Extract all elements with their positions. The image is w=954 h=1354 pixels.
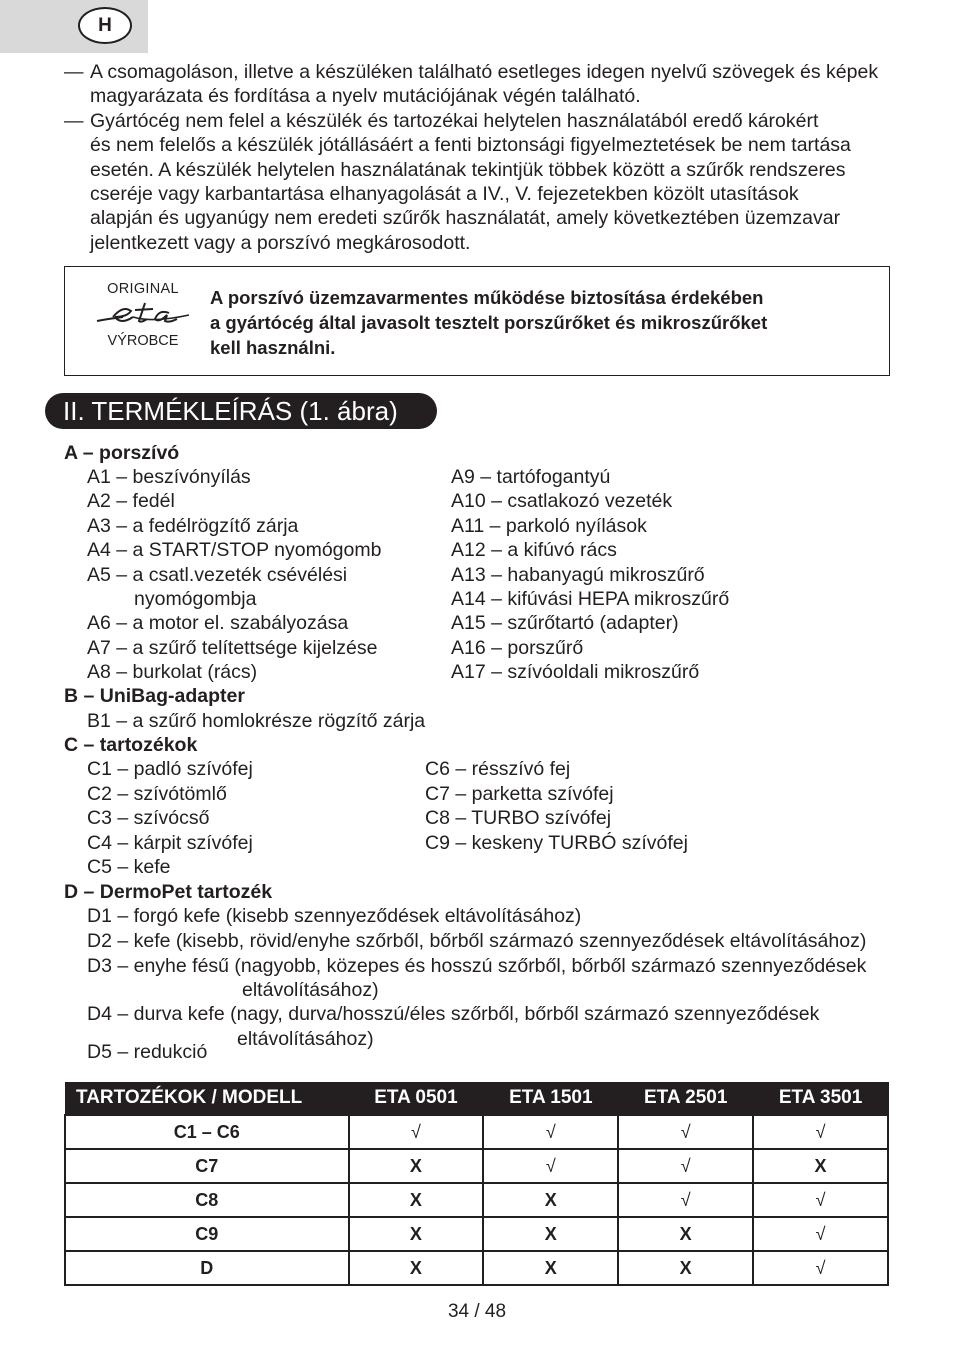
part-item: A4 – a START/STOP nyomógomb — [87, 539, 382, 561]
note-item — [64, 60, 914, 109]
page-number: 34 / 48 — [447, 1301, 507, 1322]
accessory-item: C4 – kárpit szívófej — [87, 832, 253, 854]
table-cell: X — [349, 1149, 484, 1183]
info-line: A porszívó üzemzavarmentes működése biztosítása érdekében — [210, 287, 764, 308]
accessory-item: C8 – TURBO szívófej — [425, 807, 612, 829]
table-cell: √ — [753, 1183, 888, 1217]
note-item — [64, 109, 914, 255]
accessory-item: C6 – résszívó fej — [425, 758, 571, 780]
table-row — [65, 1251, 888, 1285]
note-line: esetén. A készülék helytelen használatának tekintjük többek között a szűrők rendszeres — [90, 158, 846, 181]
dermopet-item: D1 – forgó kefe (kisebb szennyeződések eltávolításához) — [87, 905, 582, 927]
part-item-continuation: nyomógombja — [134, 588, 257, 610]
notes-list — [64, 60, 914, 255]
part-item: B1 – a szűrő homlokrésze rögzítő zárja — [87, 710, 426, 732]
table-cell: √ — [618, 1149, 753, 1183]
table-cell: X — [618, 1217, 753, 1251]
accessory-item: C9 – keskeny TURBÓ szívófej — [425, 832, 688, 854]
language-badge: H — [78, 7, 132, 44]
group-heading-b: B – UniBag-adapter — [64, 685, 245, 707]
part-item: A7 – a szűrő telítettsége kijelzése — [87, 637, 378, 659]
table-cell: √ — [753, 1251, 888, 1285]
part-item: A8 – burkolat (rács) — [87, 661, 258, 683]
info-line: kell használni. — [210, 337, 336, 358]
table-header: TARTOZÉKOK / MODELL — [65, 1082, 349, 1115]
table-cell: √ — [618, 1115, 753, 1149]
group-heading-d: D – DermoPet tartozék — [64, 881, 273, 903]
table-cell: √ — [483, 1115, 618, 1149]
accessory-item: C7 – parketta szívófej — [425, 783, 614, 805]
table-cell: √ — [349, 1115, 484, 1149]
table-header: ETA 2501 — [618, 1082, 753, 1115]
note-line: Gyártócég nem felel a készülék és tartozékai helytelen használatából eredő károkért — [90, 109, 819, 132]
part-item: A9 – tartófogantyú — [451, 466, 611, 488]
dermopet-item: D2 – kefe (kisebb, rövid/enyhe szőrből, bőrből származó szennyeződések eltávolításához) — [87, 930, 867, 952]
table-row — [65, 1217, 888, 1251]
part-item: A3 – a fedélrögzítő zárja — [87, 515, 299, 537]
table-cell: X — [483, 1251, 618, 1285]
note-line: A csomagoláson, illetve a készüléken található esetleges idegen nyelvű szövegek és képek — [90, 61, 879, 83]
accessory-item: C3 – szívócső — [87, 807, 210, 829]
note-line: cseréje vagy karbantartása elhanyagolását a IV., V. fejezetekben közölt utasítások — [90, 183, 799, 206]
section-header — [45, 393, 437, 429]
table-cell: X — [618, 1251, 753, 1285]
table-cell: D — [65, 1251, 349, 1285]
table-row — [65, 1183, 888, 1217]
language-tab — [0, 0, 148, 53]
group-heading-c: C – tartozékok — [64, 734, 198, 756]
table-row — [65, 1149, 888, 1183]
accessory-item: C1 – padló szívófej — [87, 758, 253, 780]
dermopet-item: D5 – redukció — [87, 1041, 208, 1063]
dermopet-item-continuation: eltávolításához) — [237, 1028, 374, 1050]
note-dash: — — [64, 109, 84, 132]
part-item: A11 – parkoló nyílások — [451, 515, 647, 537]
part-item: A12 – a kifúvó rács — [451, 539, 617, 561]
part-item: A2 – fedél — [87, 490, 175, 512]
table-cell: X — [349, 1183, 484, 1217]
part-item: A17 – szívóoldali mikroszűrő — [451, 661, 700, 683]
part-item: A1 – beszívónyílás — [87, 466, 251, 488]
section-title: II. TERMÉKLEÍRÁS (1. ábra) — [63, 396, 398, 426]
info-box-text — [210, 285, 850, 360]
note-line: jelentkezett vagy a porszívó megkárosodott. — [90, 231, 471, 254]
table-cell: C1 – C6 — [65, 1115, 349, 1149]
table-cell: X — [753, 1149, 888, 1183]
part-item: A13 – habanyagú mikroszűrő — [451, 564, 705, 586]
info-line: a gyártócég által javasolt tesztelt porszűrőket és mikroszűrőket — [210, 312, 768, 333]
accessory-model-table — [64, 1082, 889, 1286]
accessory-item: C5 – kefe — [87, 856, 171, 878]
filter-info-box — [64, 266, 890, 376]
table-row — [65, 1115, 888, 1149]
table-header: ETA 1501 — [483, 1082, 618, 1115]
note-dash: — — [64, 61, 84, 83]
part-item: A5 – a csatl.vezeték csévélési — [87, 564, 348, 586]
part-item: A14 – kifúvási HEPA mikroszűrő — [451, 588, 730, 610]
table-cell: X — [349, 1251, 484, 1285]
note-line: és nem felelős a készülék jótállásáért a fenti biztonsági figyelmeztetések be nem tartása — [90, 134, 851, 157]
group-heading-a: A – porszívó — [64, 442, 180, 464]
dermopet-item: D3 – enyhe fésű (nagyobb, közepes és hosszú szőrből, bőrből származó szennyeződések — [87, 955, 867, 977]
part-item: A10 – csatlakozó vezeték — [451, 490, 673, 512]
note-line: magyarázata és fordítása a nyelv mutációjának végén található. — [90, 85, 641, 108]
note-line: alapján és ugyanúgy nem eredeti szűrők használatát, amely következtében üzemzavar — [90, 207, 841, 230]
table-header-row — [65, 1082, 888, 1115]
table-cell: C9 — [65, 1217, 349, 1251]
table-cell: X — [483, 1183, 618, 1217]
table-cell: √ — [753, 1217, 888, 1251]
table-header: ETA 0501 — [349, 1082, 484, 1115]
logo-bottom-text: VÝROBCE — [107, 333, 179, 350]
table-cell: √ — [483, 1149, 618, 1183]
dermopet-item-continuation: eltávolításához) — [242, 979, 379, 1001]
table-cell: C7 — [65, 1149, 349, 1183]
table-cell: √ — [753, 1115, 888, 1149]
part-item: A15 – szűrőtartó (adapter) — [451, 612, 679, 634]
table-cell: X — [349, 1217, 484, 1251]
part-item: A6 – a motor el. szabályozása — [87, 612, 349, 634]
logo-top-text: ORIGINAL — [107, 281, 179, 297]
accessory-item: C2 – szívótömlő — [87, 783, 227, 805]
part-item: A16 – porszűrő — [451, 637, 584, 659]
original-eta-logo — [93, 281, 193, 361]
dermopet-item: D4 – durva kefe (nagy, durva/hosszú/éles szőrből, bőrből származó szennyeződések — [87, 1003, 820, 1025]
table-cell: C8 — [65, 1183, 349, 1217]
table-header: ETA 3501 — [753, 1082, 888, 1115]
eta-brand-mark-icon — [93, 297, 193, 327]
table-cell: X — [483, 1217, 618, 1251]
table-cell: √ — [618, 1183, 753, 1217]
